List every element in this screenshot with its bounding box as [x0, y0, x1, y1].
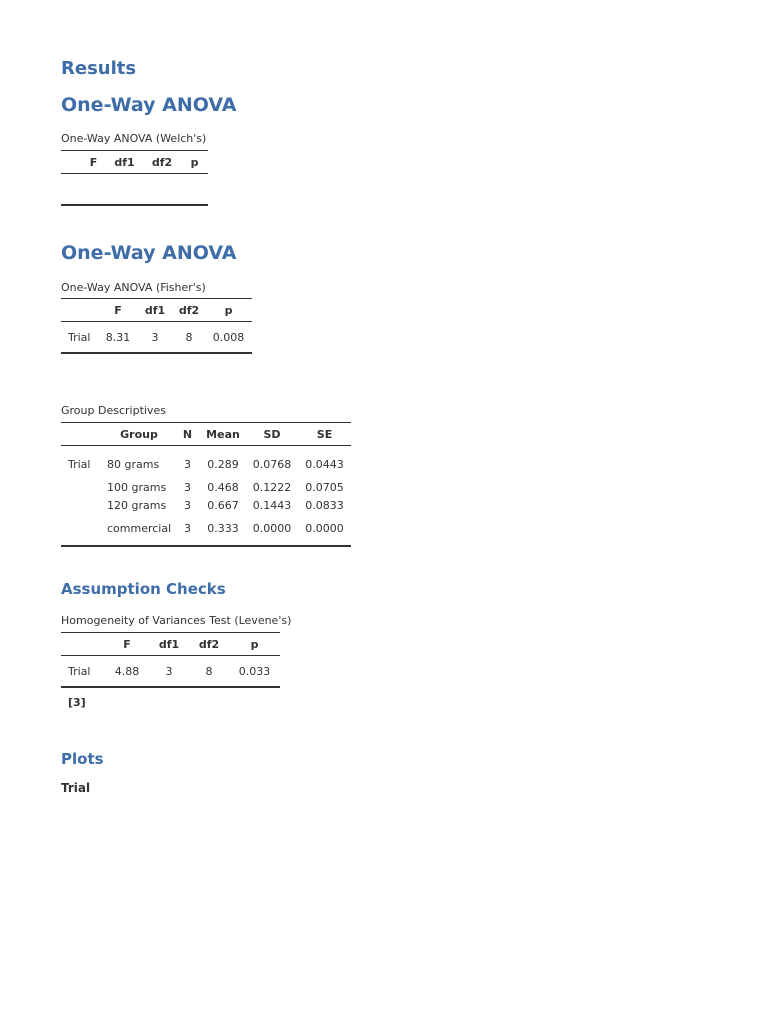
table-row: [61, 322, 252, 354]
cell-df1: 3: [137, 322, 173, 354]
table-row: [61, 656, 280, 688]
footnote-reference: [3]: [68, 696, 86, 709]
row-label: [61, 496, 103, 515]
table-row: [61, 515, 351, 546]
cell-se: 0.0443: [305, 457, 344, 471]
cell-df2: 8: [173, 322, 205, 354]
cell-f: 4.88: [105, 656, 149, 688]
row-label: [61, 515, 103, 546]
column-header-df2: df2: [143, 151, 181, 174]
levene-test-table: [61, 632, 280, 688]
column-header-df1: df1: [149, 633, 189, 656]
cell-n: 3: [184, 499, 191, 512]
levene-table-title: Homogeneity of Variances Test (Levene's): [61, 614, 292, 627]
plots-heading: Plots: [61, 750, 104, 768]
column-header-mean: Mean: [200, 423, 246, 446]
cell-p: 0.033: [229, 656, 280, 688]
cell-f: 8.31: [99, 322, 137, 354]
table-header-row: [61, 633, 280, 656]
column-header: [61, 633, 105, 656]
welch-anova-table: [61, 150, 208, 206]
anova-welch-heading: One-Way ANOVA: [61, 94, 237, 116]
column-header-df1: df1: [106, 151, 143, 174]
group-descriptives-table: [61, 422, 351, 547]
assumption-checks-heading: Assumption Checks: [61, 580, 226, 598]
column-header-f: F: [99, 299, 137, 322]
column-header-df1: df1: [137, 299, 173, 322]
fisher-table-title: One-Way ANOVA (Fisher's): [61, 281, 206, 294]
cell-sd: 0.1443: [252, 499, 292, 512]
fisher-anova-table: [61, 298, 252, 354]
row-label: Trial: [68, 457, 91, 471]
column-header-group: Group: [103, 423, 175, 446]
descriptives-table-title: Group Descriptives: [61, 404, 166, 417]
column-header: [61, 151, 81, 174]
column-header-p: p: [181, 151, 208, 174]
cell-p: 0.008: [205, 322, 252, 354]
column-header-se: SE: [298, 423, 351, 446]
cell-mean: 0.468: [207, 480, 239, 494]
table-row: [61, 496, 351, 515]
cell-se: 0.0000: [298, 515, 351, 546]
row-label: Trial: [61, 322, 99, 354]
cell-n: 3: [184, 480, 191, 494]
column-header-n: N: [175, 423, 200, 446]
column-header: [61, 423, 103, 446]
cell-group: 80 grams: [107, 457, 160, 471]
cell-mean: 0.667: [207, 499, 239, 512]
cell-se: 0.0833: [305, 499, 344, 512]
table-header-row: [61, 151, 208, 174]
cell-df1: 3: [149, 656, 189, 688]
column-header-df2: df2: [189, 633, 229, 656]
cell-n: 3: [175, 515, 200, 546]
column-header-f: F: [105, 633, 149, 656]
welch-table-title: One-Way ANOVA (Welch's): [61, 132, 207, 145]
table-header-row: [61, 423, 351, 446]
column-header-sd: SD: [246, 423, 298, 446]
empty-table-row: [61, 174, 208, 206]
cell-sd: 0.0000: [246, 515, 298, 546]
results-heading: Results: [61, 58, 137, 79]
cell-mean: 0.289: [207, 457, 239, 471]
cell-group: 120 grams: [107, 499, 167, 512]
cell-mean: 0.333: [200, 515, 246, 546]
table-row: [61, 478, 351, 496]
cell-sd: 0.1222: [252, 480, 292, 494]
table-row: [61, 446, 351, 479]
cell-group: commercial: [103, 515, 175, 546]
cell-df2: 8: [189, 656, 229, 688]
column-header: [61, 299, 99, 322]
column-header-p: p: [205, 299, 252, 322]
anova-fisher-heading: One-Way ANOVA: [61, 242, 237, 264]
table-header-row: [61, 299, 252, 322]
cell-n: 3: [184, 457, 191, 471]
column-header-df2: df2: [173, 299, 205, 322]
cell-group: 100 grams: [107, 480, 167, 494]
row-label: Trial: [61, 656, 105, 688]
empty-cell: [61, 174, 208, 206]
column-header-f: F: [81, 151, 106, 174]
plot-label: Trial: [61, 781, 91, 795]
cell-sd: 0.0768: [252, 457, 292, 471]
cell-se: 0.0705: [305, 480, 344, 494]
row-label: [61, 478, 103, 496]
column-header-p: p: [229, 633, 280, 656]
